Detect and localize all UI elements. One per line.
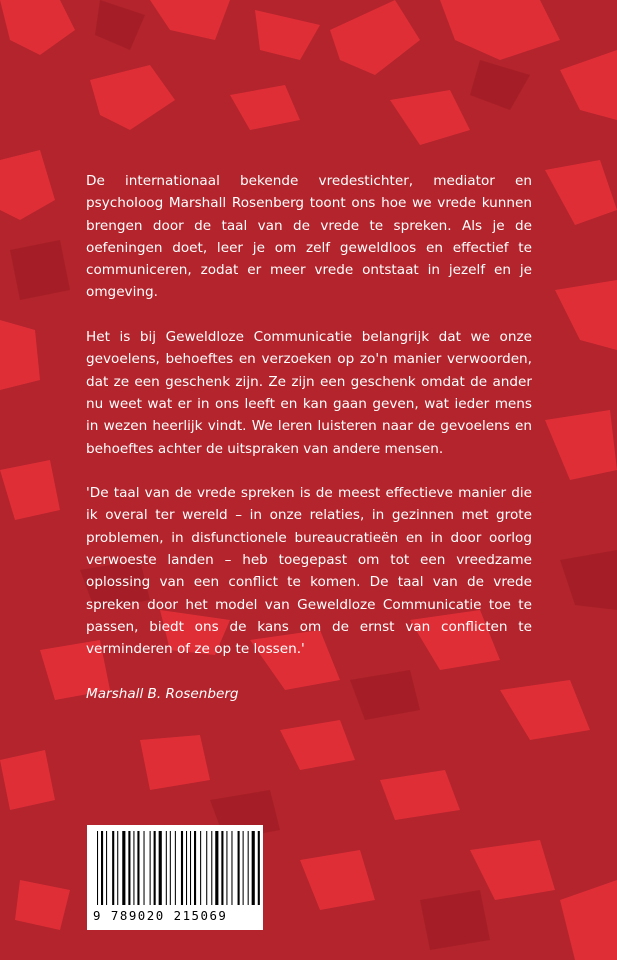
barcode-bar: [211, 831, 212, 905]
author-signature: Marshall B. Rosenberg: [86, 685, 239, 702]
body-paragraph: Het is bij Geweldloze Communicatie belangrijk dat we onze gevoelens, behoeftes en verzoeken op zo'n manier verwoorden, dat ze een geschenk zijn. Ze zijn een geschenk omdat de ander nu weet wat er in ons leeft en kan gaan geven, wat ieder mens in wezen heerlijk vindt. We leren luisteren naar de gevoelens en behoeftes achter de uitspraken van andere mensen.: [86, 329, 532, 457]
barcode-bar: [106, 831, 107, 905]
barcode-bar: [238, 831, 240, 905]
barcode-bar: [252, 831, 255, 905]
barcode-bar: [144, 831, 145, 905]
barcode-bar: [128, 831, 130, 905]
barcode-bar: [159, 831, 162, 905]
back-cover-text: [86, 170, 532, 727]
barcode-bar: [215, 831, 218, 905]
quote-paragraph: 'De taal van de vrede spreken is de meest effectieve manier die ik overal ter wereld – in onze relaties, in gezinnen met grote problemen, in disfunctionele bureaucratieën en in door oorlog verwoeste landen – heb toegepast om tot een vreedzame oplossing van een conflict te komen. De taal van de vrede spreken door het model van Geweldloze Communicatie toe te passen, biedt ons de kans om de ernst van conflicten te verminderen of ze op te lossen.': [86, 485, 532, 658]
barcode-bar: [190, 831, 191, 905]
barcode-bar: [117, 831, 118, 905]
barcode-bar: [221, 831, 223, 905]
barcode-bar: [181, 831, 183, 905]
barcode-bar: [186, 831, 187, 905]
barcode-bar: [258, 831, 260, 905]
barcode-bar: [122, 831, 125, 905]
isbn-digits: 9 789020 215069: [93, 908, 228, 923]
barcode-bar: [170, 831, 171, 905]
barcode-bar: [248, 831, 249, 905]
intro-paragraph: De internationaal bekende vredestichter, mediator en psycholoog Marshall Rosenberg toont ons hoe we vrede kunnen brengen door de taal van de vrede te spreken. Als je de oefeningen doet, leer je om zelf geweldloos en effectief te communiceren, zodat er meer vrede ontstaat in jezelf en je omgeving.: [86, 173, 532, 301]
barcode-bar: [97, 831, 98, 905]
barcode-bar: [154, 831, 156, 905]
barcode-bar: [200, 831, 201, 905]
barcode-bar: [137, 831, 139, 905]
barcode-bar: [150, 831, 151, 905]
barcode-bar: [226, 831, 227, 905]
barcode-bar: [133, 831, 134, 905]
barcode-bar: [101, 831, 103, 905]
barcode-bar: [166, 831, 167, 905]
isbn-barcode: [87, 825, 263, 930]
barcode-bar: [112, 831, 114, 905]
barcode-bar: [243, 831, 244, 905]
barcode-bar: [175, 831, 176, 905]
barcode-bar: [231, 831, 232, 905]
barcode-bar: [194, 831, 196, 905]
barcode-bar: [206, 831, 207, 905]
